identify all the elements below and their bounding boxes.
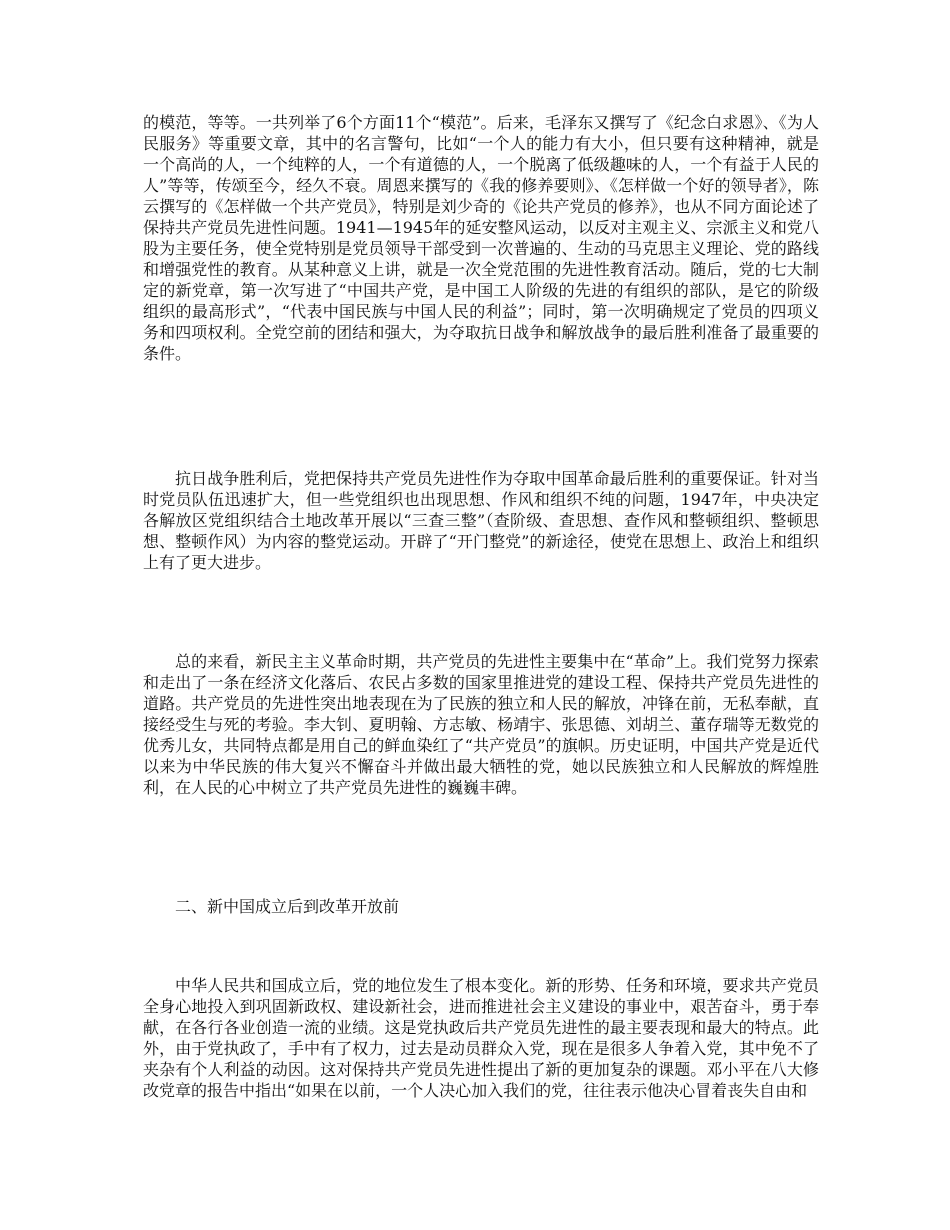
paragraph-model-examples: 的模范，等等。一共列举了6个方面11个“模范”。后来，毛泽东又撰写了《纪念白求恩》、《为人民服务》等重要文章，其中的名言警句，比如“一个人的能力有大小，但只要有这种精神，就是一个高尚的人，一个纯粹的人，一个有道德的人，一个脱离了低级趣味的人，一个有益于人民的人”等等，传颂至今，经久不衰。周恩来撰写的《我的修养要则》、《怎样做一个好的领导者》，陈云撰写的《怎样做一个共产党员》，特别是刘少奇的《论共产党员的修养》，也从不同方面论述了保持共产党员先进性问题。1941—1945年的延安整风运动，以反对主观主义、宗派主义和党八股为主要任务，使全党特别是党员领导干部受到一次普遍的、生动的马克思主义理论、党的路线和增强党性的教育。从某种意义上讲，就是一次全党范围的先进性教育活动。随后，党的七大制定的新党章，第一次写进了“中国共产党，是中国工人阶级的先进的有组织的部队，是它的阶级组织的最高形式”，“代表中国民族与中国人民的利益”；同时，第一次明确规定了党员的四项义务和四项权利。全党空前的团结和强大，为夺取抗日战争和解放战争的最后胜利准备了最重要的条件。: [143, 113, 819, 363]
paragraph-post-war-rectification: 抗日战争胜利后，党把保持共产党员先进性作为夺取中国革命最后胜利的重要保证。针对当时党员队伍迅速扩大，但一些党组织也出现思想、作风和组织不纯的问题，1947年，中央决定各解放区党组织结合土地改革开展以“三查三整”（查阶级、查思想、查作风和整顿组织、整顿思想、整顿作风）为内容的整党运动。开辟了“开门整党”的新途径，使党在思想上、政治上和组织上有了更大进步。: [143, 469, 819, 572]
paragraph-revolution-summary: 总的来看，新民主主义革命时期，共产党员的先进性主要集中在“革命”上。我们党努力探索和走出了一条在经济文化落后、农民占多数的国家里推进党的建设工程、保持共产党员先进性的道路。共产党员的先进性突出地表现在为了民族的独立和人民的解放，冲锋在前，无私奉献，直接经受生与死的考验。李大钊、夏明翰、方志敏、杨靖宇、张思德、刘胡兰、董存瑞等无数党的优秀儿女，共同特点都是用自己的鲜血染红了“共产党员”的旗帜。历史证明，中国共产党是近代以来为中华民族的伟大复兴不懈奋斗并做出最大牺牲的党，她以民族独立和人民解放的辉煌胜利，在人民的心中树立了共产党员先进性的巍巍丰碑。: [143, 652, 819, 797]
document-page: [143, 112, 819, 1101]
section-heading: 二、新中国成立后到改革开放前: [175, 897, 400, 916]
paragraph-prc-founding: 中华人民共和国成立后，党的地位发生了根本变化。新的形势、任务和环境，要求共产党员全身心地投入到巩固新政权、建设新社会，进而推进社会主义建设的事业中，艰苦奋斗，勇于奉献，在各行各业创造一流的业绩。这是党执政后共产党员先进性的最主要表现和最大的特点。此外，由于党执政了，手中有了权力，过去是动员群众入党，现在是很多人争着入党，其中免不了夹杂有个人利益的动因。这对保持共产党员先进性提出了新的更加复杂的课题。邓小平在八大修改党章的报告中指出“如果在以前，一个人决心加入我们的党，往往表示他决心冒着丧失自由和: [143, 976, 819, 1100]
